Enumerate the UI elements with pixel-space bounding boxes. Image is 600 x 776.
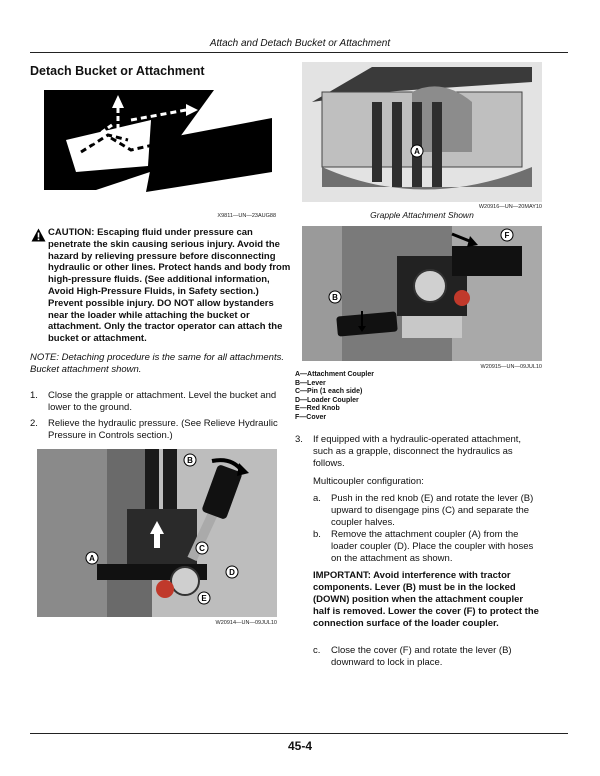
svg-text:B: B — [332, 293, 338, 302]
svg-text:A: A — [414, 147, 420, 156]
hazard-figure-code: X9811—UN—23AUG88 — [217, 213, 276, 219]
substep-letter: b. — [313, 529, 321, 540]
section-title: Detach Bucket or Attachment — [30, 64, 205, 78]
step-1 — [30, 390, 292, 416]
caution-text: CAUTION: Escaping fluid under pressure can penetrate the skin causing serious injury. Avoid the hazard by relieving pressure before disconnecting hydraulic or other lines. Protect hands and body from high-pressure fluids. (See additional information, Avoid High-Pressure Fluids, in Safety section.) Prevent possible injury. DO NOT allow bystanders near the loader while attaching the bucket or attachment. Only the tractor operator can attach the bucket or attachment. — [48, 227, 291, 345]
substep-text: Push in the red knob (E) and rotate the lever (B) upward to disengage pins (C) and separate the coupler halves. — [331, 493, 534, 528]
header-rule — [30, 52, 568, 53]
step-number: 2. — [30, 418, 38, 429]
coupler-photo-right — [302, 226, 542, 361]
footer-rule — [30, 733, 568, 734]
callout-b — [328, 290, 342, 304]
svg-text:A: A — [89, 554, 95, 563]
step-text: Relieve the hydraulic pressure. (See Relieve Hydraulic Pressure in Controls section.) — [48, 418, 278, 441]
figure-legend — [295, 371, 374, 423]
svg-text:D: D — [229, 568, 235, 577]
substep-c — [313, 645, 543, 671]
grapple-caption: Grapple Attachment Shown — [370, 210, 474, 220]
step-number: 3. — [295, 434, 303, 445]
grapple-photo — [302, 62, 542, 202]
legend-item: E—Red Knob — [295, 405, 340, 413]
caution-icon — [31, 228, 46, 247]
substep-text: Remove the attachment coupler (A) from the loader coupler (D). Place the coupler with hoses on the attachment as shown. — [331, 529, 534, 564]
coupler-right-figure-code: W20915—UN—09JUL10 — [480, 364, 542, 370]
legend-item: A—Attachment Coupler — [295, 371, 374, 378]
step-3 — [295, 434, 540, 472]
step-2 — [30, 418, 292, 444]
substep-text: Close the cover (F) and rotate the lever (B) downward to lock in place. — [331, 645, 512, 668]
legend-item: B—Lever — [295, 379, 326, 387]
page-number: 45-4 — [287, 739, 313, 753]
step-number: 1. — [30, 390, 38, 401]
svg-text:F: F — [504, 231, 510, 240]
substep-letter: c. — [313, 645, 321, 656]
callout-d — [225, 565, 239, 579]
legend-item: F—Cover — [295, 413, 327, 421]
callout-a — [85, 551, 99, 565]
multicoupler-label: Multicoupler configuration: — [313, 476, 424, 487]
high-pressure-fluid-icon — [36, 80, 276, 208]
svg-text:C: C — [199, 544, 205, 553]
legend-item: C—Pin (1 each side) — [295, 388, 363, 396]
callout-a — [410, 144, 424, 158]
hazard-illustration — [36, 80, 276, 208]
legend-item: D—Loader Coupler — [295, 396, 359, 404]
svg-text:B: B — [187, 456, 193, 465]
note-text: NOTE: Detaching procedure is the same for all attachments. Bucket attachment shown. — [30, 352, 284, 375]
running-header: Attach and Detach Bucket or Attachment — [209, 38, 391, 49]
callout-b — [183, 453, 197, 467]
callout-f — [500, 228, 514, 242]
coupler-photo-left — [37, 449, 277, 617]
coupler-left-figure-code: W20914—UN—09JUL10 — [215, 620, 277, 626]
grapple-figure-code: W20916—UN—20MAY10 — [478, 204, 542, 210]
callout-e — [197, 591, 211, 605]
important-text: IMPORTANT: Avoid interference with tractor components. Lever (B) must be in the locked (DOWN) position when the attachment coupler half is removed. Lower the cover (F) to protect the connection surface of the loader coupler. — [313, 570, 539, 629]
callout-c — [195, 541, 209, 555]
svg-text:E: E — [201, 594, 207, 603]
step-text: Close the grapple or attachment. Level the bucket and lower to the ground. — [48, 390, 277, 413]
substep-letter: a. — [313, 493, 321, 504]
substep-a — [313, 493, 543, 531]
step-text: If equipped with a hydraulic-operated attachment, such as a grapple, disconnect the hydraulics as follows. — [313, 434, 522, 469]
substep-b — [313, 529, 543, 567]
